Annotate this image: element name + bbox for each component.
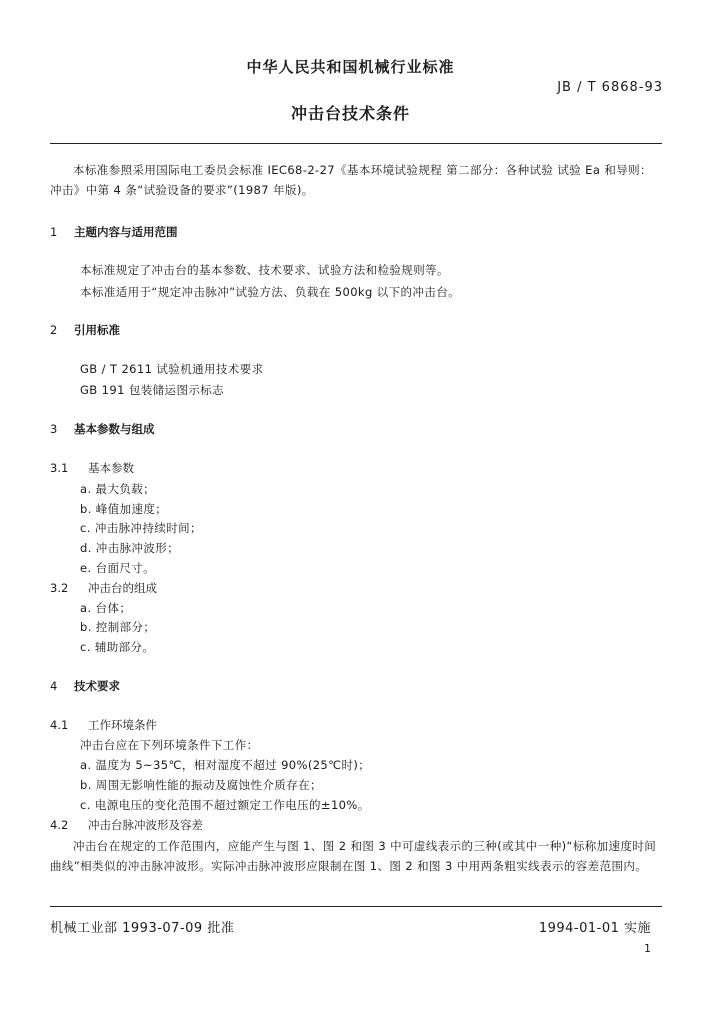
- list-item: a. 台体；: [80, 601, 132, 615]
- subsection-3-2-heading: [50, 580, 157, 596]
- list-item: b. 控制部分；: [80, 620, 156, 634]
- section-1-paragraph-2: 本标准适用于“规定冲击脉冲”试验方法、负载在 500kg 以下的冲击台。: [80, 285, 461, 299]
- list-item: a. 最大负载；: [80, 482, 156, 496]
- list-item: b. 峰值加速度；: [80, 502, 168, 516]
- approval-date: 机械工业部 1993-07-09 批准: [50, 921, 235, 936]
- subsection-title: 工作环境条件: [88, 718, 157, 732]
- subsection-number: 3.1: [50, 461, 69, 475]
- section-title: 技术要求: [74, 679, 120, 693]
- section-2-heading: [50, 322, 120, 338]
- section-title: 引用标准: [74, 323, 120, 337]
- section-3-heading: [50, 421, 155, 437]
- reference-item: GB / T 2611 试验机通用技术要求: [80, 362, 264, 376]
- list-item: b. 周围无影响性能的振动及腐蚀性介质存在；: [80, 778, 322, 792]
- header-rule: [50, 143, 662, 144]
- subsection-4-2-paragraph: 冲击台在规定的工作范围内，应能产生与图 1、图 2 和图 3 中可虚线表示的三种(或其中一种)“标称加速度时间曲线”相类似的冲击脉冲波形。实际冲击脉冲波形应限制在图 1、图 2 和图 3 中用两条粗实线表示的容差范围内。: [50, 839, 657, 873]
- section-1-heading: [50, 224, 178, 240]
- subsection-title: 基本参数: [88, 461, 134, 475]
- list-item: c. 辅助部分。: [80, 640, 155, 654]
- list-item: e. 台面尺寸。: [80, 561, 156, 575]
- subsection-title: 冲击台脉冲波形及容差: [88, 818, 203, 832]
- list-item: c. 电源电压的变化范围不超过额定工作电压的±10%。: [80, 798, 370, 812]
- section-number: 1: [50, 225, 58, 239]
- section-title: 主题内容与适用范围: [74, 225, 178, 239]
- section-number: 4: [50, 679, 58, 693]
- subsection-number: 4.2: [50, 818, 69, 832]
- list-item: c. 冲击脉冲持续时间；: [80, 521, 202, 535]
- section-title: 基本参数与组成: [74, 422, 155, 436]
- section-4-heading: [50, 678, 120, 694]
- section-number: 2: [50, 323, 58, 337]
- section-number: 3: [50, 422, 58, 436]
- subsection-4-2-heading: [50, 817, 203, 833]
- subsection-number: 4.1: [50, 718, 69, 732]
- issuing-authority: 中华人民共和国机械行业标准: [246, 58, 455, 76]
- section-1-paragraph-1: 本标准规定了冲击台的基本参数、技术要求、试验方法和检验规则等。: [80, 263, 449, 277]
- implementation-date: 1994-01-01 实施: [538, 921, 651, 936]
- footer-rule: [50, 906, 662, 907]
- subsection-number: 3.2: [50, 581, 69, 595]
- document-title: 冲击台技术条件: [290, 104, 410, 123]
- subsection-3-1-heading: [50, 460, 134, 476]
- reference-item: GB 191 包装储运图示标志: [80, 383, 225, 397]
- standard-number: JB / T 6868-93: [557, 80, 663, 95]
- subsection-4-1-heading: [50, 717, 157, 733]
- subsection-title: 冲击台的组成: [88, 581, 157, 595]
- list-item: d. 冲击脉冲波形；: [80, 541, 180, 555]
- subsection-lead: 冲击台应在下列环境条件下工作：: [80, 738, 259, 752]
- page-number: 1: [644, 942, 651, 955]
- intro-paragraph: 本标准参照采用国际电工委员会标准 IEC68-2-27《基本环境试验规程 第二部分：各种试验 试验 Ea 和导则：冲击》中第 4 条“试验设备的要求”(1987 年版)。: [50, 163, 652, 197]
- list-item: a. 温度为 5~35℃，相对湿度不超过 90%(25℃时)；: [80, 758, 371, 772]
